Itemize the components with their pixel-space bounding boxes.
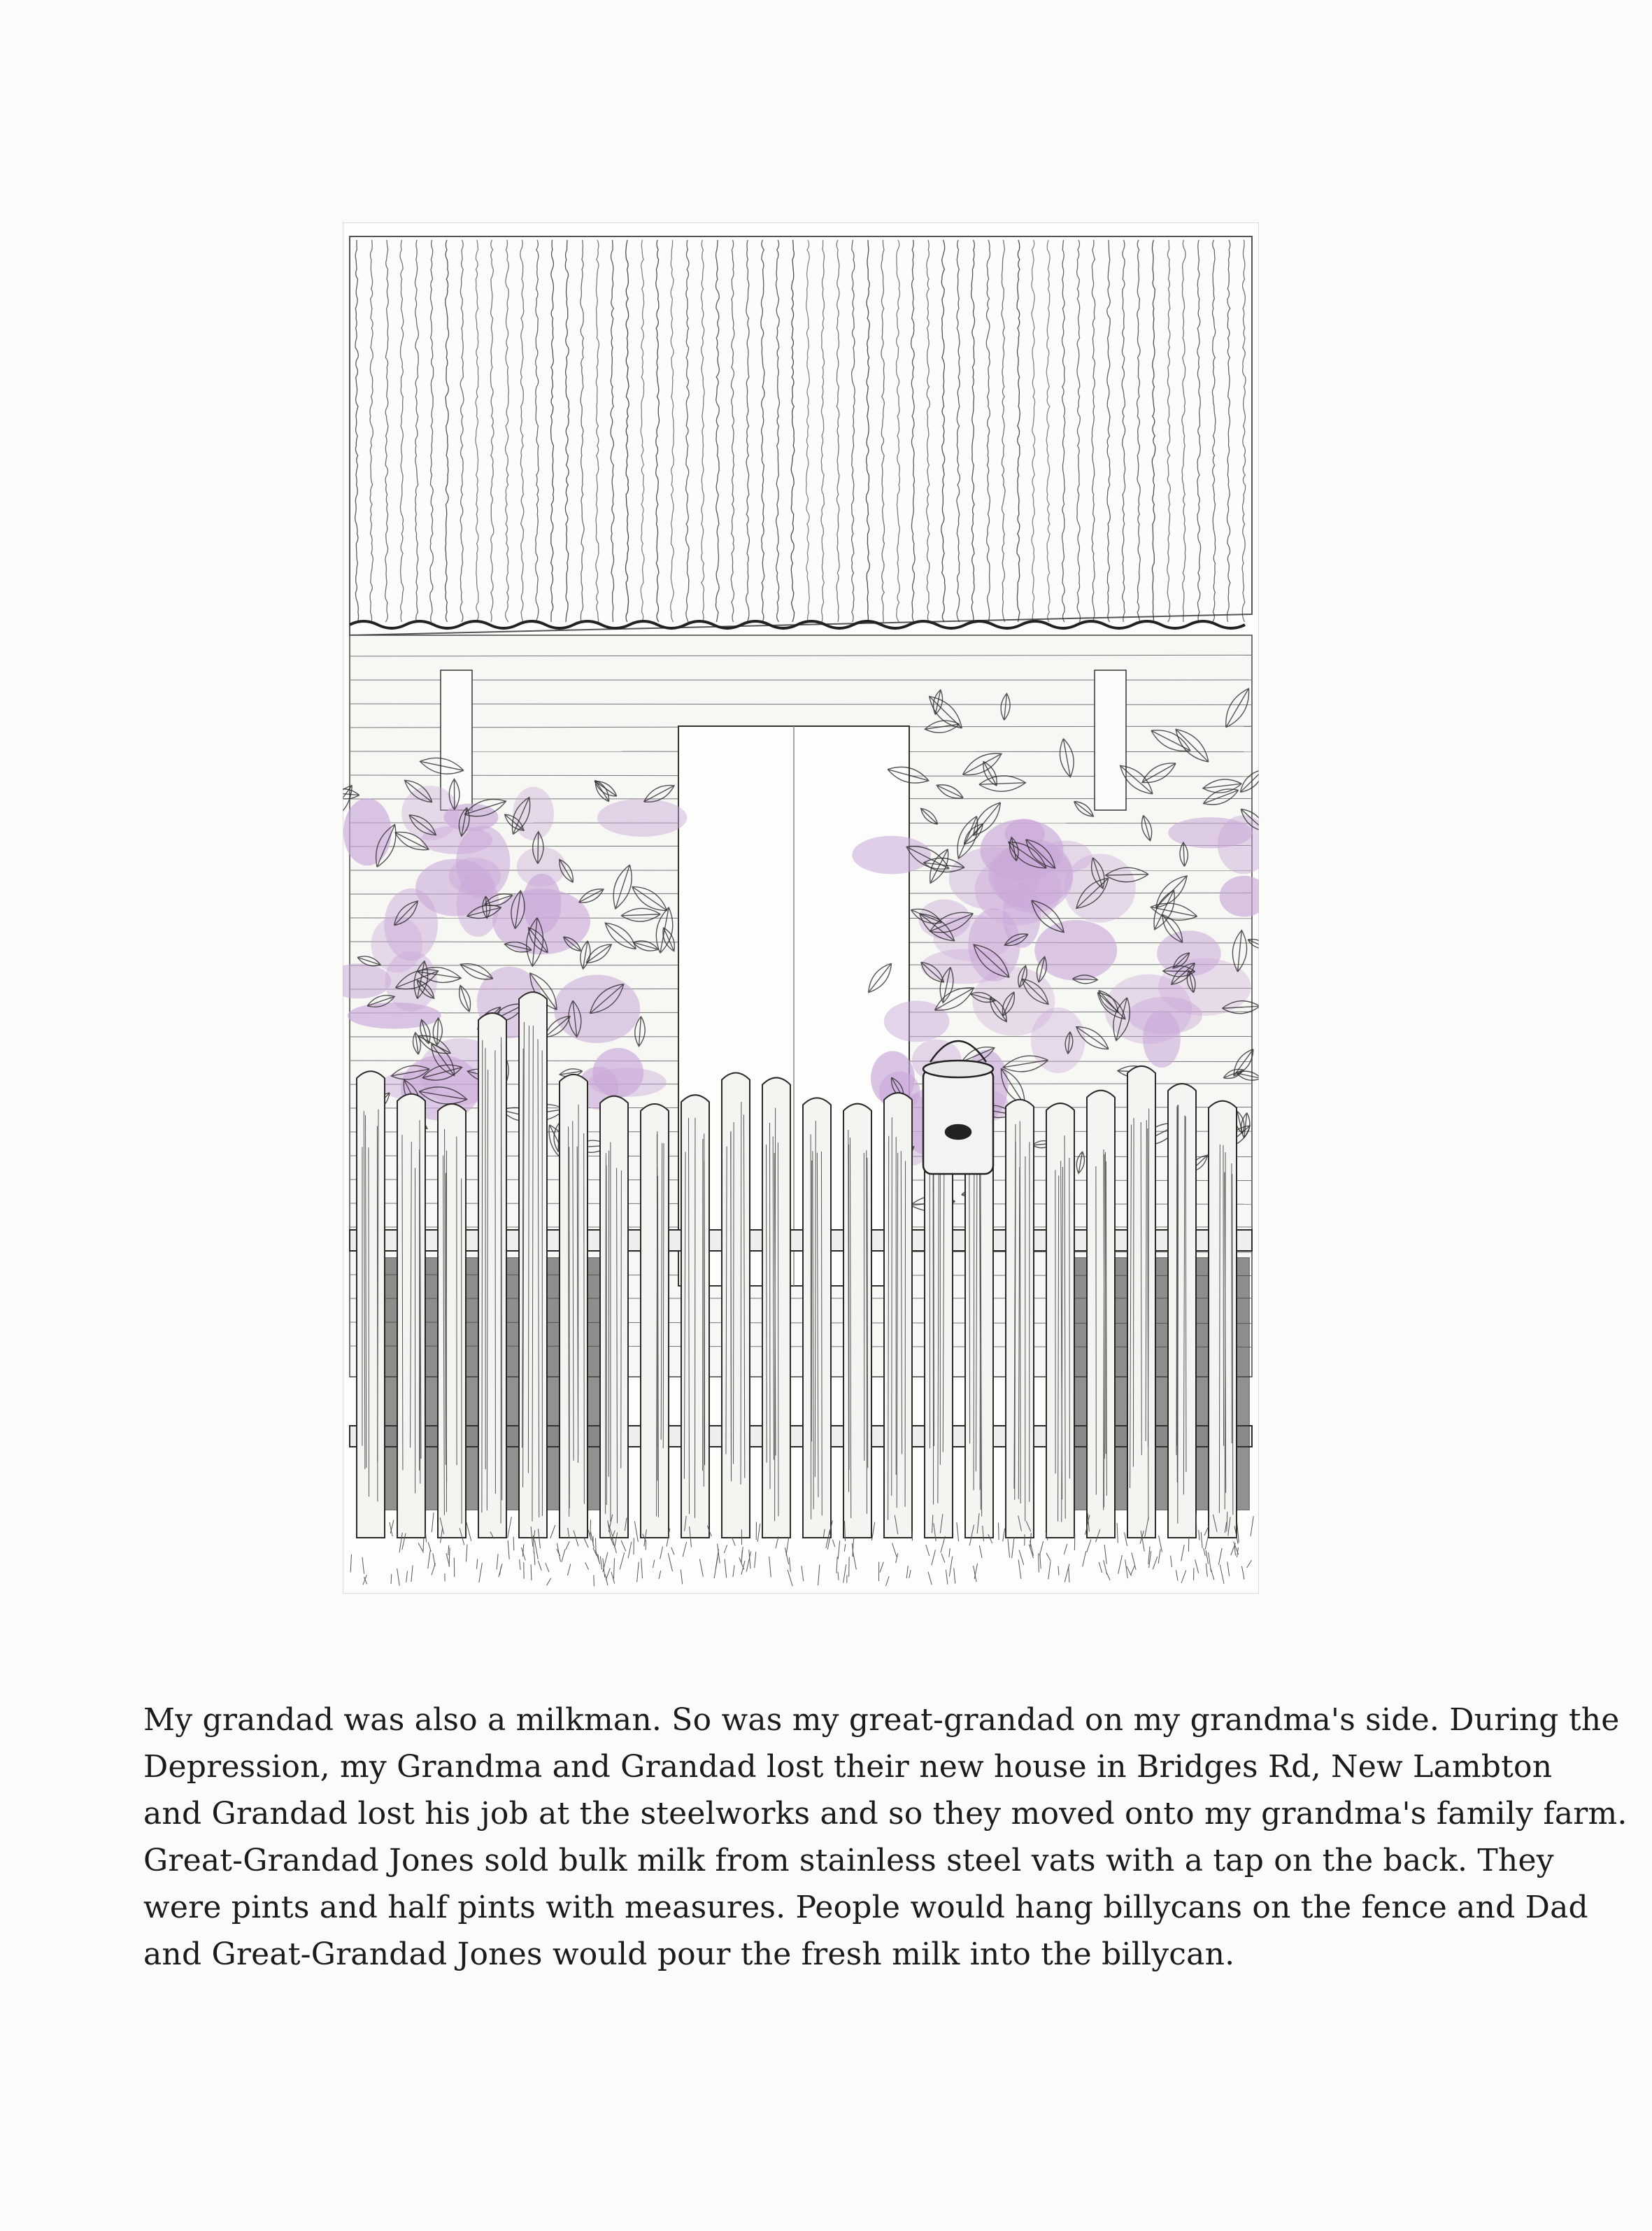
roof — [350, 236, 1252, 635]
caption-text — [143, 1697, 1628, 1978]
caption-line: and Grandad lost his job at the steelworks and so they moved onto my grandma's family farm. — [143, 1796, 1628, 1832]
caption-line: Great-Grandad Jones sold bulk milk from stainless steel vats with a tap on the back. They — [143, 1843, 1554, 1878]
caption-line: were pints and half pints with measures. People would hang billycans on the fence and Dad — [143, 1890, 1588, 1925]
wall-post-left — [441, 670, 472, 810]
caption-line: Depression, my Grandma and Grandad lost their new house in Bridges Rd, New Lambton — [143, 1749, 1553, 1785]
wall-post-right — [1095, 670, 1126, 810]
caption-line: and Great-Grandad Jones would pour the fresh milk into the billycan. — [143, 1936, 1235, 1972]
ink-drawing — [343, 222, 1259, 1594]
caption-line: My grandad was also a milkman. So was my great-grandad on my grandma's side. During the — [143, 1702, 1620, 1738]
illustration-house-fence — [343, 222, 1259, 1594]
